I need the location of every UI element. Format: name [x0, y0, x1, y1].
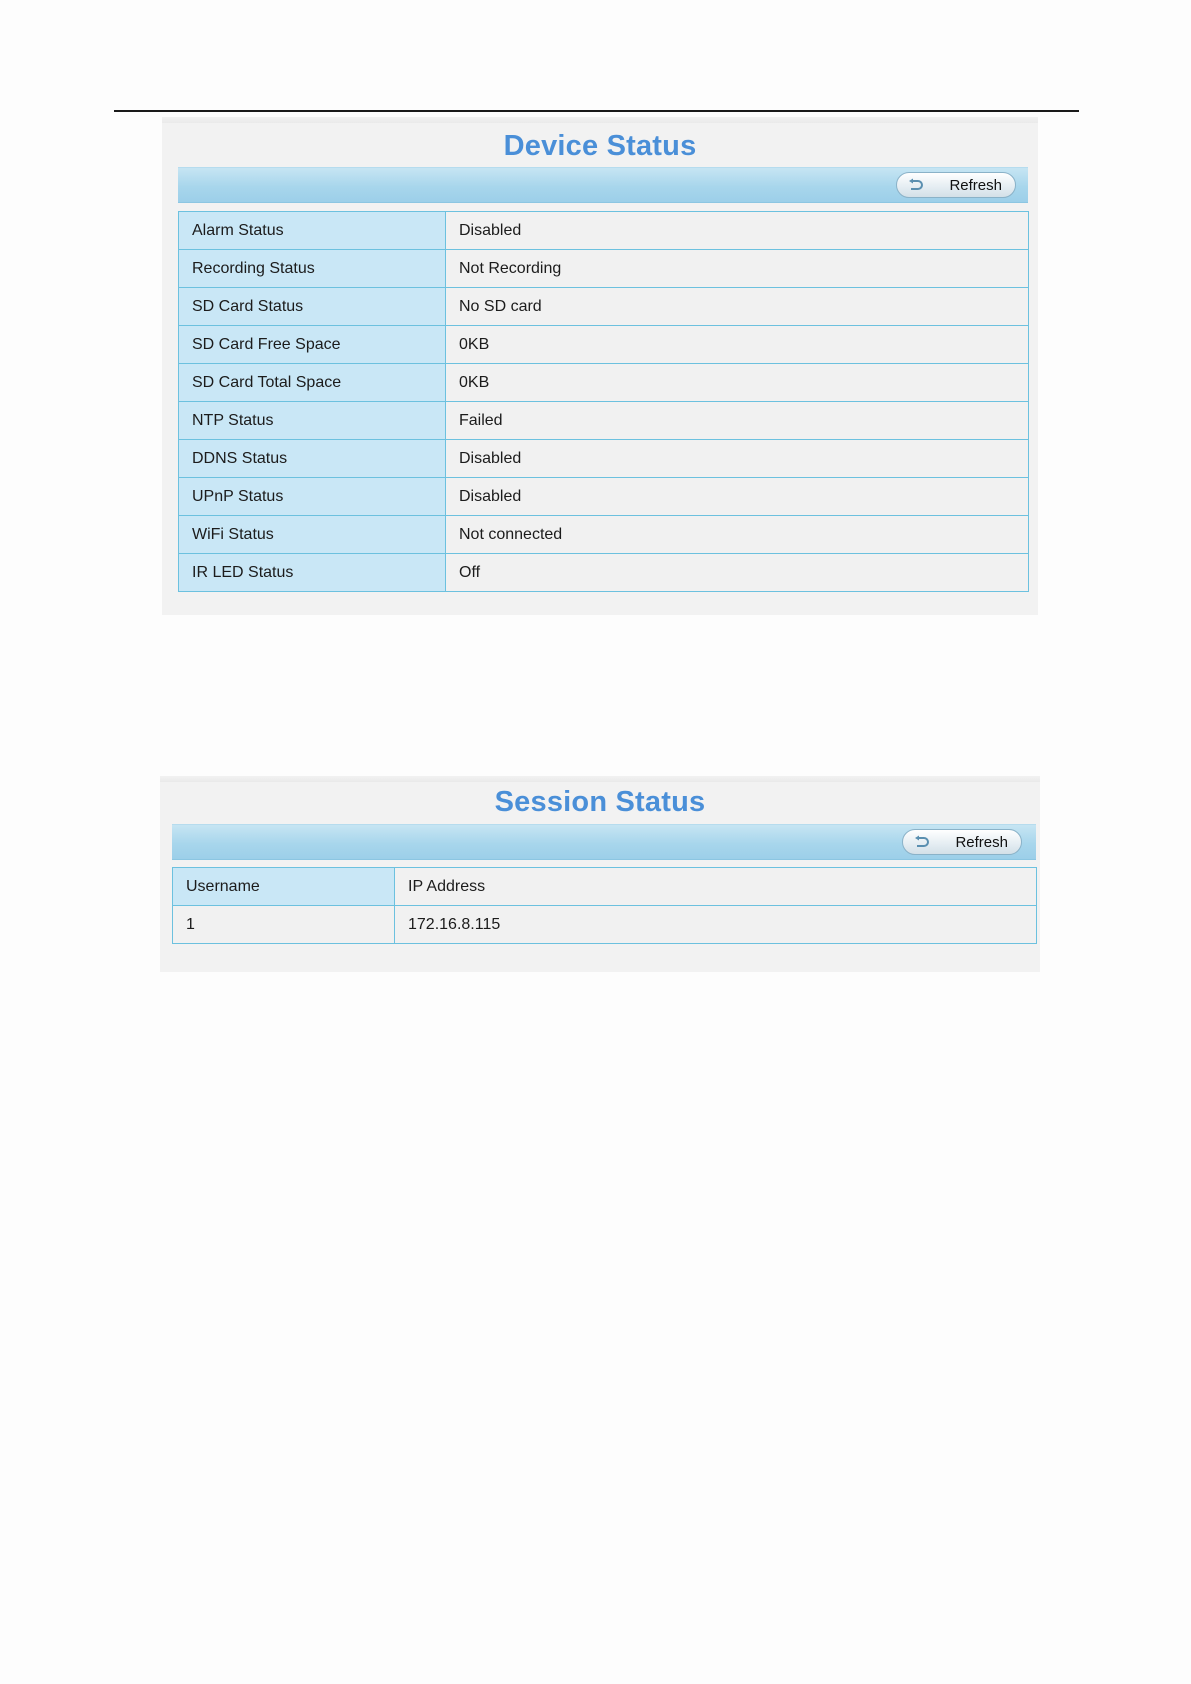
row-value: Off	[446, 554, 1029, 592]
page-header-rule	[114, 110, 1079, 112]
table-row	[179, 554, 1029, 592]
device-status-panel	[162, 117, 1038, 615]
refresh-label: Refresh	[949, 177, 1002, 194]
session-ip-address: 172.16.8.115	[395, 906, 1037, 944]
session-status-panel	[160, 776, 1040, 972]
session-status-table	[172, 867, 1037, 944]
table-row	[179, 516, 1029, 554]
title-band	[162, 117, 1038, 123]
refresh-arrow-icon	[908, 178, 924, 192]
table-row	[179, 402, 1029, 440]
table-header-row	[173, 868, 1037, 906]
refresh-label: Refresh	[955, 834, 1008, 851]
device-status-table	[178, 211, 1029, 592]
table-row	[179, 440, 1029, 478]
table-row	[179, 364, 1029, 402]
row-label: Alarm Status	[179, 212, 446, 250]
table-row	[179, 212, 1029, 250]
device-status-title: Device Status	[503, 130, 697, 162]
row-value: Disabled	[446, 478, 1029, 516]
session-status-refresh-button[interactable]	[902, 829, 1022, 855]
device-status-refresh-button[interactable]	[896, 172, 1016, 198]
row-label: SD Card Status	[179, 288, 446, 326]
row-value: Not connected	[446, 516, 1029, 554]
row-value: Failed	[446, 402, 1029, 440]
row-label: SD Card Free Space	[179, 326, 446, 364]
session-status-toolbar	[172, 824, 1036, 860]
session-status-title: Session Status	[494, 786, 706, 818]
title-band	[160, 776, 1040, 782]
row-value: Not Recording	[446, 250, 1029, 288]
row-value: 0KB	[446, 364, 1029, 402]
refresh-arrow-icon	[914, 835, 930, 849]
row-label: DDNS Status	[179, 440, 446, 478]
row-label: WiFi Status	[179, 516, 446, 554]
row-label: NTP Status	[179, 402, 446, 440]
row-value: Disabled	[446, 212, 1029, 250]
table-row	[179, 250, 1029, 288]
column-header-username: Username	[173, 868, 395, 906]
table-row	[179, 326, 1029, 364]
column-header-ip-address: IP Address	[395, 868, 1037, 906]
device-status-toolbar	[178, 167, 1028, 203]
row-label: Recording Status	[179, 250, 446, 288]
row-label: SD Card Total Space	[179, 364, 446, 402]
row-value: Disabled	[446, 440, 1029, 478]
row-value: No SD card	[446, 288, 1029, 326]
table-row	[173, 906, 1037, 944]
session-username: 1	[173, 906, 395, 944]
row-label: IR LED Status	[179, 554, 446, 592]
table-row	[179, 478, 1029, 516]
table-row	[179, 288, 1029, 326]
row-value: 0KB	[446, 326, 1029, 364]
row-label: UPnP Status	[179, 478, 446, 516]
